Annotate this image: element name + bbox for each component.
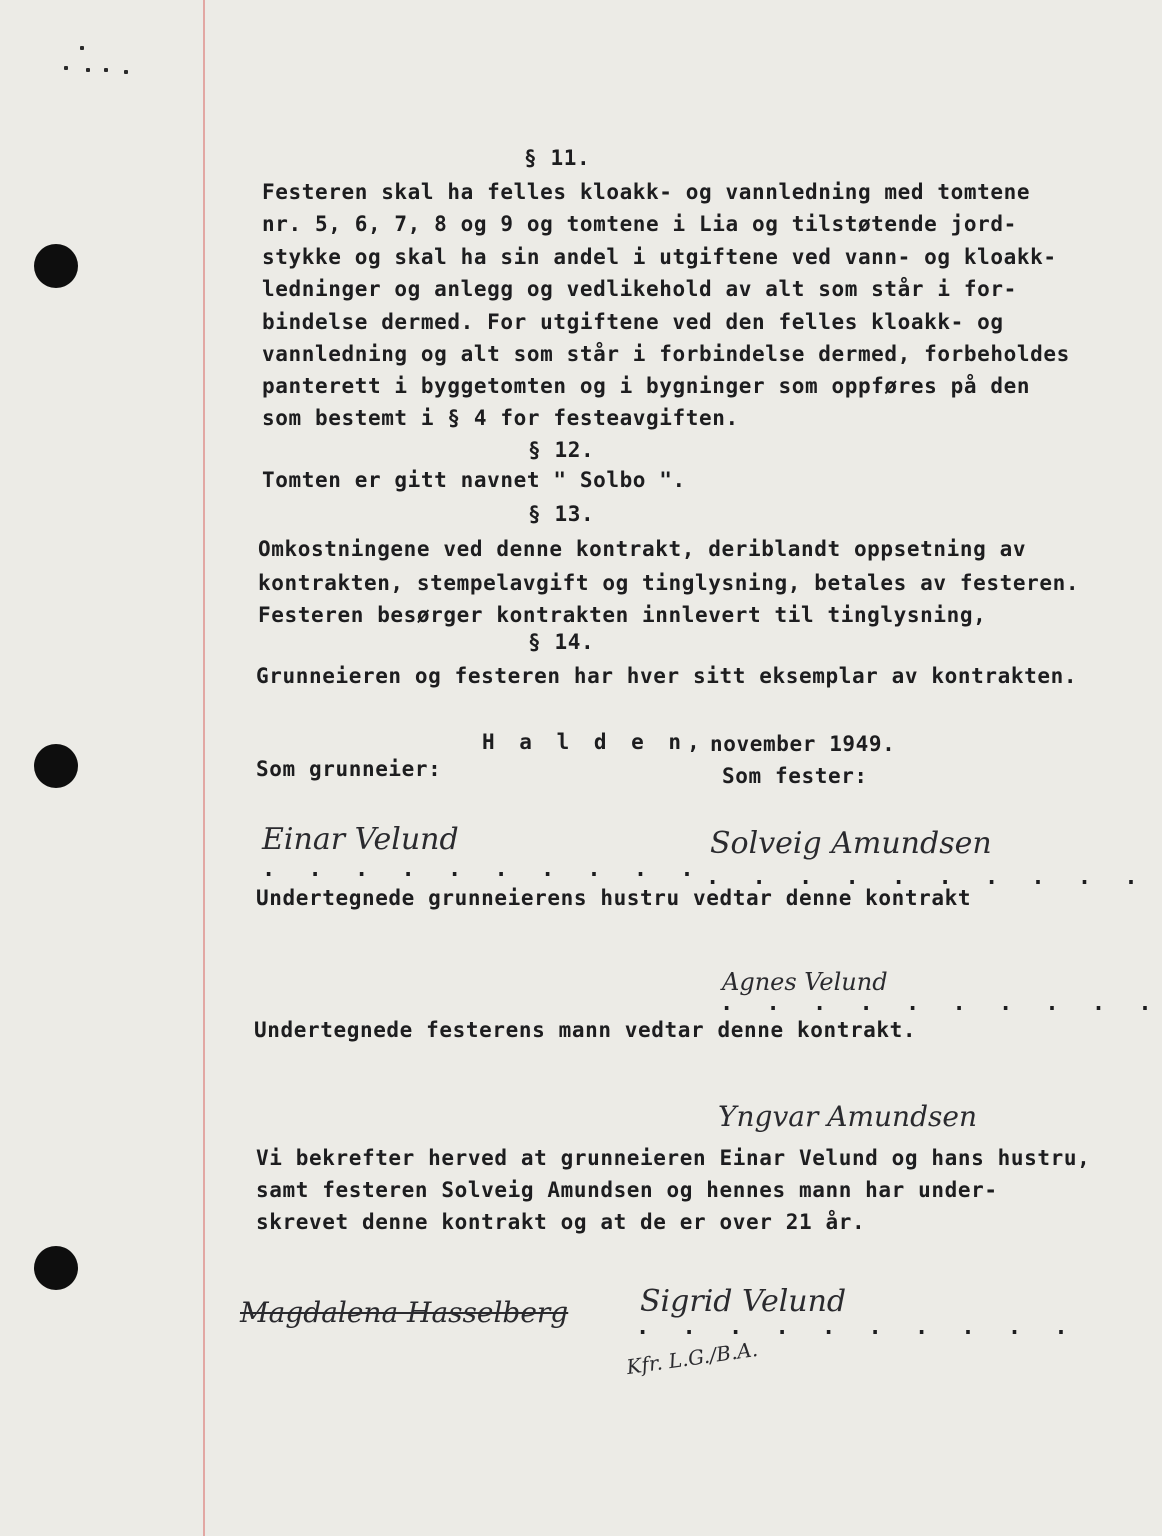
signature-line: . . . . . . . . . .: [636, 1315, 1078, 1340]
signature-line: . . . . . . . . . .: [706, 865, 1148, 890]
role-landowner: Som grunneier:: [256, 757, 442, 781]
role-lessee: Som fester:: [722, 764, 868, 788]
punch-hole: [34, 744, 78, 788]
date: november 1949.: [710, 732, 896, 756]
text-line: vannledning og alt som står i forbindelse dermed, forbeholdes: [262, 342, 1070, 366]
margin-rule: [203, 0, 205, 1536]
text-line: Grunneieren og festeren har hver sitt eksemplar av kontrakten.: [256, 664, 1078, 688]
section-heading: § 11.: [524, 146, 591, 170]
text-line: Festeren skal ha felles kloakk- og vannledning med tomtene: [262, 180, 1031, 204]
confirmation-line: Vi bekrefter herved at grunneieren Einar Velund og hans hustru,: [256, 1146, 1091, 1170]
signature-landowner-wife: Agnes Velund: [722, 968, 888, 996]
signature-line: . . . . . . . . . .: [720, 991, 1162, 1016]
consent-wife: Undertegnede grunneierens hustru vedtar denne kontrakt: [256, 886, 972, 910]
reference-note: Kfr. L.G./B.A.: [624, 1336, 760, 1380]
confirmation-line: samt festeren Solveig Amundsen og hennes mann har under-: [256, 1178, 998, 1202]
text-line: Festeren besørger kontrakten innlevert til tinglysning,: [258, 603, 987, 627]
section-heading: § 13.: [528, 502, 595, 526]
text-line: ledninger og anlegg og vedlikehold av alt som står i for-: [262, 277, 1017, 301]
section-heading: § 14.: [528, 630, 595, 654]
punch-hole: [34, 244, 78, 288]
place: H a l d e n,: [482, 730, 706, 754]
punch-hole: [34, 1246, 78, 1290]
signature-witness-2: Sigrid Velund: [640, 1284, 847, 1319]
signature-landowner: Einar Velund: [262, 822, 459, 857]
section-heading: § 12.: [528, 438, 595, 462]
text-line: kontrakten, stempelavgift og tinglysning, betales av festeren.: [258, 571, 1080, 595]
confirmation-line: skrevet denne kontrakt og at de er over 21 år.: [256, 1210, 866, 1234]
text-line: bindelse dermed. For utgiftene ved den felles kloakk- og: [262, 310, 1004, 334]
consent-husband: Undertegnede festerens mann vedtar denne kontrakt.: [254, 1018, 917, 1042]
text-line: Tomten er gitt navnet " Solbo ".: [262, 468, 686, 492]
signature-witness-1: Magdalena Hasselberg: [240, 1296, 569, 1329]
signature-lessee-husband: Yngvar Amundsen: [718, 1100, 977, 1133]
signature-lessee: Solveig Amundsen: [710, 826, 992, 861]
text-line: som bestemt i § 4 for festeavgiften.: [262, 406, 739, 430]
text-line: panterett i byggetomten og i bygninger som oppføres på den: [262, 374, 1031, 398]
text-line: stykke og skal ha sin andel i utgiftene ved vann- og kloakk-: [262, 245, 1057, 269]
text-line: Omkostningene ved denne kontrakt, deriblandt oppsetning av: [258, 537, 1027, 561]
signature-line: . . . . . . . . . .: [262, 857, 704, 882]
paper-specks: [60, 40, 140, 80]
text-line: nr. 5, 6, 7, 8 og 9 og tomtene i Lia og tilstøtende jord-: [262, 212, 1017, 236]
